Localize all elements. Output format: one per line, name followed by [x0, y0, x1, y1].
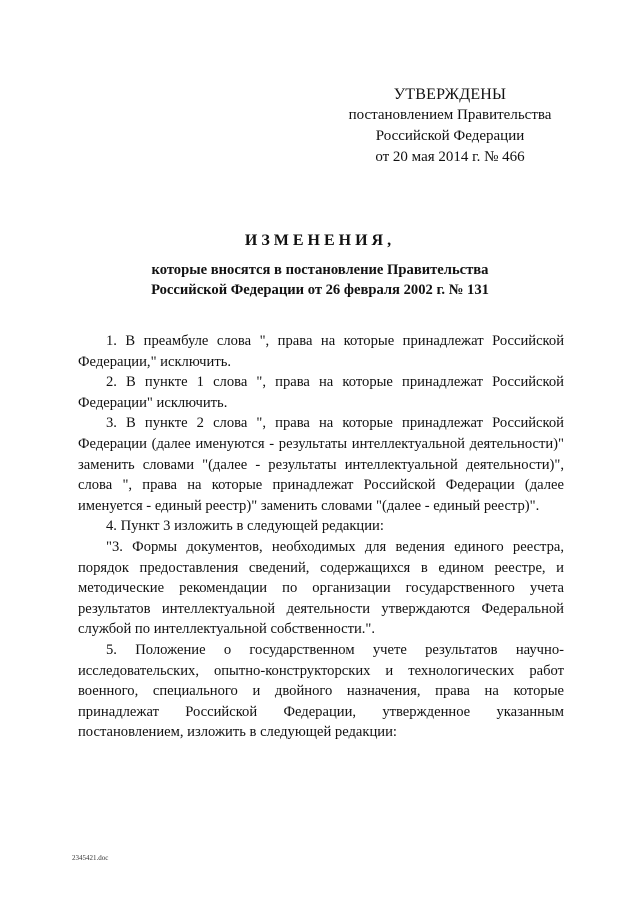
- subtitle-line-2: Российской Федерации от 26 февраля 2002 г. № 131: [151, 282, 489, 298]
- approval-line-date-number: от 20 мая 2014 г. № 466: [375, 149, 525, 165]
- paragraph-4: 4. Пункт 3 изложить в следующей редакции:: [106, 518, 384, 535]
- document-title: ИЗМЕНЕНИЯ,: [244, 232, 396, 249]
- approval-line-resolution: постановлением Правительства: [348, 107, 552, 123]
- approval-block: [330, 84, 570, 168]
- paragraph-3: 3. В пункте 2 слова ", права на которые принадлежат Российской Федерации (далее именуются - результаты интеллектуальной деятельности)" заменить словами "(далее - результаты интеллектуальной деятельности)", слова ", права на которые принадлежат Российской Федерации (далее именуется - единый реестр)" заменить словами "(далее - единый реестр)".: [78, 415, 564, 514]
- paragraph-5: 5. Положение о государственном учете результатов научно-исследовательских, опытно-конструкторских и технологических работ военного, специального и двойного назначения, права на которые принадлежат Российской Федерации, утвержденное указанным постановлением, изложить в следующей редакции:: [78, 641, 564, 741]
- paragraph-1: 1. В преамбуле слова ", права на которые принадлежат Российской Федерации," исключить.: [78, 333, 564, 370]
- approval-line-federation: Российской Федерации: [375, 128, 525, 144]
- subtitle-line-1: которые вносятся в постановление Правительства: [151, 262, 489, 278]
- approval-title: УТВЕРЖДЕНЫ: [393, 86, 507, 103]
- paragraph-4-quote: "3. Формы документов, необходимых для ведения единого реестра, порядок предоставления сведений, содержащихся в едином реестре, и методические рекомендации по организации государственного учета результатов интеллектуальной деятельности утверждаются Федеральной службой по интеллектуальной собственности.".: [78, 538, 564, 638]
- paragraph-2: 2. В пункте 1 слова ", права на которые принадлежат Российской Федерации" исключить.: [78, 374, 564, 411]
- document-body: [78, 331, 564, 743]
- document-subtitle: [60, 260, 580, 300]
- document-file-code: 2345421.doc: [72, 854, 109, 862]
